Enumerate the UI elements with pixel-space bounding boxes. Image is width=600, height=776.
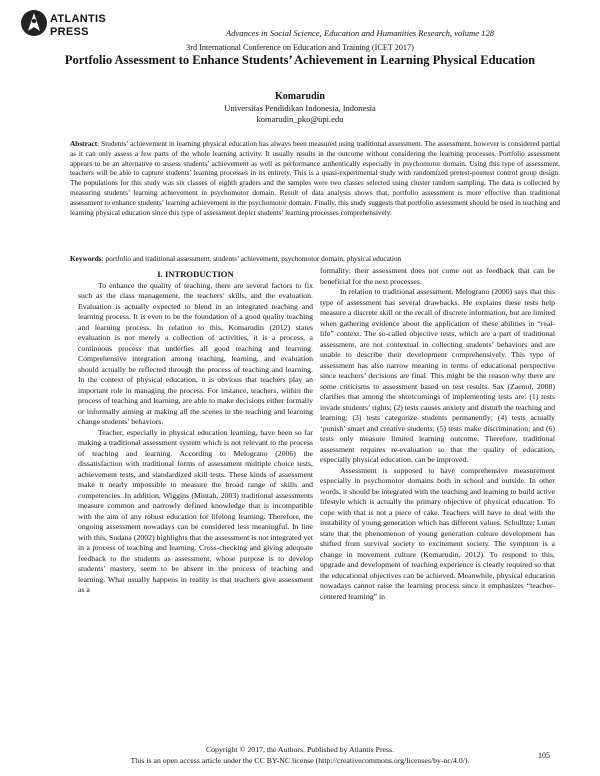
abstract [70, 139, 560, 217]
atlantis-logo-icon [20, 9, 48, 37]
page-number: 105 [538, 751, 550, 760]
body-paragraph: Teacher, especially in physical education learning, have been so far making a traditional assessment system which is not relevant to the process of teaching and learning. According to Melograno (2006) the dissatisfaction with traditional forms of assessment multiple choice tests, achievement tests, and standardized skill tests. These kinds of assessment make it nearly impossible to measure the broad range of skills and competencies. In addition, Wiggins (Mintah, 2003) traditional assessments measure common and narrowly defined knowledge that is incompatible with the aim of any robust education for lifelong learning. Therefore, the ongoing assessment nowadays can be considered less meaningful. In line with this, Sudana (2002) highlights that the assessment is not integrated yet in a process of teaching and learning. Cross-checking and giving adequate feedback to the students as assessment, whose purpose is to develop students’ mastery, seem to be absent in the process of teaching and learning. What usually happens in reality is that teachers give assessment as a [78, 427, 313, 594]
keywords-label: Keywords [70, 254, 102, 263]
keywords-text: : portfolio and traditional assessment, students’ achievement, psychomotor domain, physical education [101, 254, 402, 263]
paper-title: Portfolio Assessment to Enhance Students’ Achievement in Learning Physical Education [64, 53, 536, 67]
license-line[interactable]: This is an open access article under the CC BY-NC license (http://creativecommons.org/licenses/by-nc/4.0/). [130, 755, 470, 765]
section-heading-introduction: I. INTRODUCTION [157, 269, 234, 279]
author-affiliation: Universitas Pendidikan Indonesia, Indonesia [224, 103, 376, 113]
author-name: Komarudin [274, 91, 325, 102]
author-affiliation-block [40, 103, 560, 124]
journal-header: Advances in Social Science, Education and Humanities Research, volume 128 [225, 28, 495, 38]
conference-name: 3rd International Conference on Education and Training (ICET 2017) [186, 43, 414, 52]
atlantis-press-logo [20, 7, 140, 43]
body-paragraph: In relation to traditional assessment, Melograno (2000) says that this type of assessment has several drawbacks. He explains these tests help measure a discrete skill or the recall of discrete information, but are limited when gathering evidence about the application of these abilities in “real-life” context. The so-called objective tests, which are a part of traditional assessment, are not contextual in collecting students’ behaviors and are unable to describe their development comprehensively. This type of assessment has also narrow meaning in terms of educational perspective since teachers’ decisions are final. This might be the reason why there are some criticisms to assessment based on test results. Sax (Zaenul, 2008) clarifies that among the shortcomings of implementing tests are: (1) tests invade students’ rights; (2) tests causes anxiety and disturb the teaching and learning; (3) tests categorize students permanently; (4) tests actually ‘punish’ smart and creative students; (5) tests make discrimination; and (6) tests only measure limited learning outcome. Therefore, traditional assessment requires re-evaluation so that the quality of education, especially physical education, can be improved. [320, 287, 555, 464]
keywords [70, 254, 560, 264]
body-paragraph: To enhance the quality of teaching, there are several factors to fix such as the class management, the teachers’ skills, and the evaluation. Evaluation is actually expected to blend in an integrated teaching and learning process. It is even to be the foundation of a good quality teaching and learning process. In relation to this, Komarudin (2012) states evaluation is not merely a collection of activities, it is a process, a continuous process that underlies all good teaching and learning. Comprehensive integration among teaching, learning, and evaluation should actually be reflected through the process of teaching and learning. In the context of physical education, it is obvious that teachers play an important role in managing the process. For instance, teachers, within the process of teaching and learning, are able to make decisions either formally or informally aiming at making all the scenes in the teaching and learning change students’ behaviors. [78, 280, 313, 426]
left-column [78, 269, 313, 596]
body-paragraph: Assessment is supposed to have comprehensive measurement especially in psychomotor domains both in school and outside. In other words, it should be integrated with the teaching and learning to build active lifestyle which is actually the primary objective of physical education. To cope with that is not a piece of cake. Teachers will have to deal with the instability of young generation which has different values. Schulltze; Lutan state that the phenomenon of young generation culture development has shifted from survival society to excitement society. The symptom is a change in movement culture (Komarudin, 2012). To respond to this, upgrade and development of teaching experience is clearly required so that the educational objectives can be achieved. Meanwhile, physical education nowadays cannot raise the learning process since it emphasizes “teacher-centered learning” in [320, 465, 555, 601]
logo-text-line1: ATLANTIS [50, 13, 106, 25]
abstract-text: : Students’ achievement in learning physical education has always been measured using traditional assessment. The assessment, however is considered partial as it can only assess a few parts of the whole learning activity. It usually results in the outcome without considering the learning processes. Portfolio assessment appears to be an alternative to assess students’ achievement as well as performance authentically especially in psychomotor domain. Using this type of assessment, teachers will be able to capture students’ learning processes in its entirety. This is a quasi-experimental study with randomized pretest-posttest control group design. The populations for this study was six classes of eighth graders and the samples were two classes selected using cluster random sampling. The data is collected by measuring students’ learning achievement in psychomotor domain. Result of data analysis shows that, portfolio assessment is more effective than traditional assessment to enhance students’ learning achievement in the psychomotor domain. Finally, this study suggests that portfolio assessment should be used in teaching and learning physical education since this type of assessment depict students’ learning processes comprehensively. [70, 139, 560, 217]
copyright-line: Copyright © 2017, the Authors. Published by Atlantis Press. [205, 745, 395, 754]
abstract-label: Abstract [70, 139, 98, 148]
right-column [320, 266, 555, 602]
author-email[interactable]: komarudin_pko@upi.edu [256, 113, 344, 124]
logo-text-line2: PRESS [50, 26, 89, 38]
page-footer [40, 745, 560, 766]
body-paragraph: formality; their assessment does not come out as feedback that can be beneficial for the next processes. [320, 266, 555, 286]
